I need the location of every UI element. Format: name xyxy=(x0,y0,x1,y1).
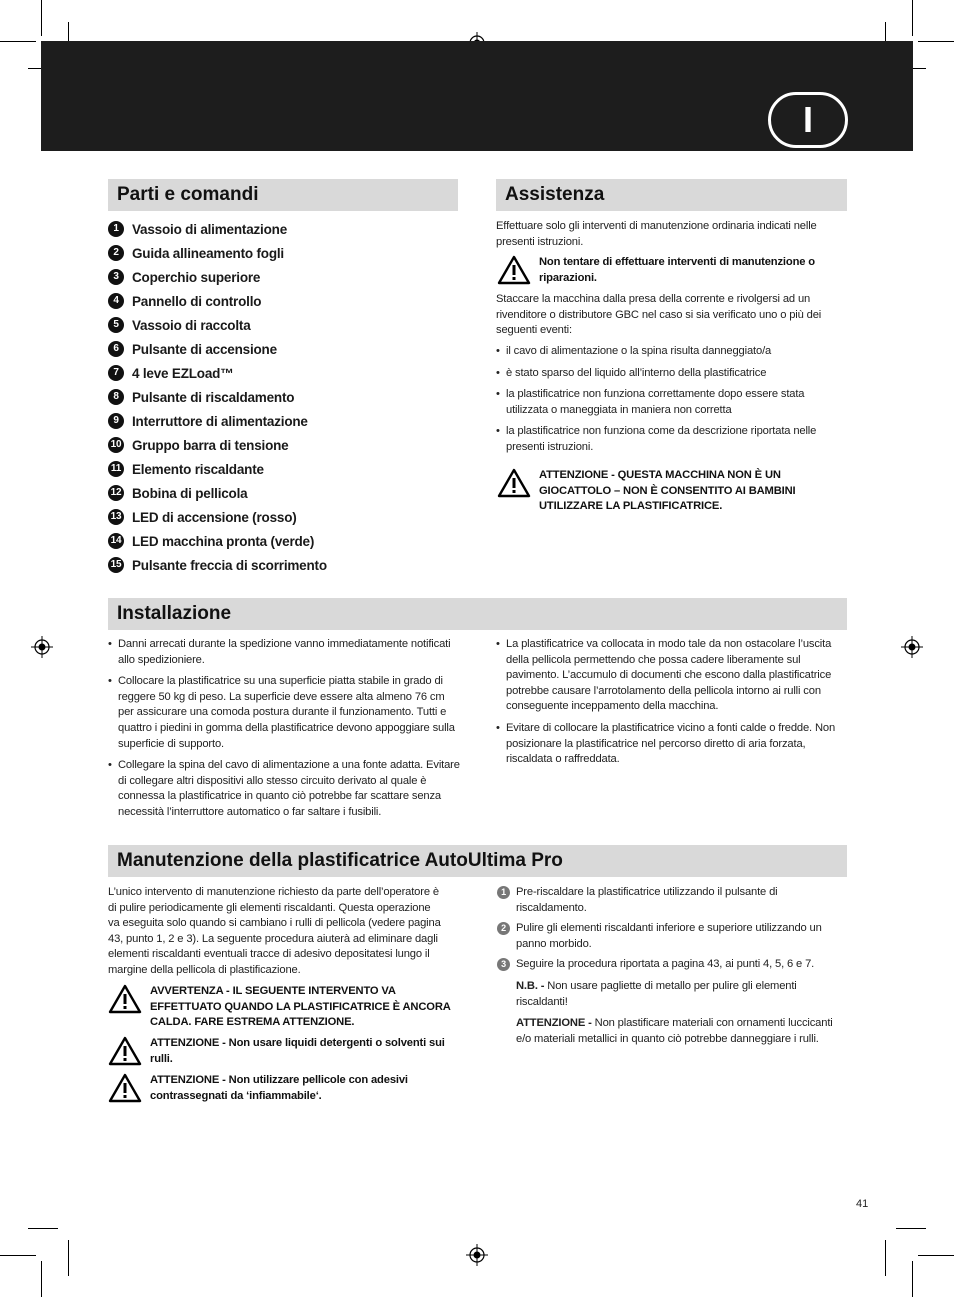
list-item xyxy=(108,529,458,553)
warning-text: ATTENZIONE - Non usare liquidi detergenti o solventi sui rulli. xyxy=(150,1037,445,1065)
step-text: Pulire gli elementi riscaldanti inferiore e superiore utilizzando un panno morbido. xyxy=(516,922,822,950)
item-number: 1 xyxy=(108,221,124,237)
assistenza-warning-1 xyxy=(497,255,842,286)
bullet-item: • Collocare la plastificatrice su una superficie piatta stabile in grado di reggere 50 kg di peso. La superficie deve essere alta almeno 76 cm per assicurare una comoda postura durante il funzionamento. Tutti e quattro i piedini in gomma della plastificatrice devono appoggiare sulla superficie di supporto. xyxy=(108,674,460,752)
item-number: 5 xyxy=(108,317,124,333)
language-badge: I xyxy=(768,92,848,148)
list-item xyxy=(108,409,458,433)
assistenza-para: Staccare la macchina dalla presa della corrente e rivolgersi ad un rivenditore o distributore GBC nel caso si sia verificato uno o più dei seguenti eventi: xyxy=(496,293,822,337)
step-number: 2 xyxy=(497,922,510,935)
bullet-item: • è stato sparso del liquido all’interno della plastificatrice xyxy=(496,366,841,382)
list-item xyxy=(108,433,458,457)
bullet-item: • la plastificatrice non funziona come da descrizione riportata nelle presenti istruzioni. xyxy=(496,424,841,455)
attenzione-label: ATTENZIONE - xyxy=(516,1017,592,1029)
item-number: 9 xyxy=(108,413,124,429)
item-number: 4 xyxy=(108,293,124,309)
section-heading-assistenza: Assistenza xyxy=(496,179,847,211)
installazione-right xyxy=(496,637,841,774)
item-number: 6 xyxy=(108,341,124,357)
item-label: LED di accensione (rosso) xyxy=(132,509,297,525)
list-item xyxy=(108,457,458,481)
item-label: Bobina di pellicola xyxy=(132,485,248,501)
item-number: 14 xyxy=(108,533,124,549)
bullet-item: • Evitare di collocare la plastificatrice vicino a fonti calde o fredde. Non posizionare la plastificatrice nel percorso diretto di aria forzata, riscaldata o raffreddata. xyxy=(496,721,841,768)
item-number: 15 xyxy=(108,557,124,573)
crop-mark xyxy=(28,1228,58,1229)
bullet-item: • la plastificatrice non funziona correttamente dopo essere stata utilizzata o maneggiata in maniera non corretta xyxy=(496,387,841,418)
item-label: Pulsante di riscaldamento xyxy=(132,389,295,405)
item-label: Guida allineamento fogli xyxy=(132,245,284,261)
manutenzione-warning-2 xyxy=(108,1036,453,1067)
item-number: 7 xyxy=(108,365,124,381)
page-number: 41 xyxy=(856,1198,869,1210)
crop-mark xyxy=(885,1240,886,1276)
crop-mark xyxy=(918,41,954,42)
attenzione-text: Non plastificare materiali con ornamenti luccicanti e/o materiali metallici in quanto ciò potrebbe danneggiare i rulli. xyxy=(516,1017,833,1045)
item-label: Vassoio di alimentazione xyxy=(132,221,287,237)
installazione-left xyxy=(108,637,460,827)
item-label: LED macchina pronta (verde) xyxy=(132,533,315,549)
item-number: 12 xyxy=(108,485,124,501)
crop-mark xyxy=(41,1261,42,1297)
manutenzione-warning-1 xyxy=(108,984,453,1031)
list-item xyxy=(108,289,458,313)
manutenzione-intro: L’unico intervento di manutenzione richiesto da parte dell’operatore è di pulire periodicamente gli elementi riscaldanti. Questa operazione va eseguita solo quando si cambiano i rulli di pellicola (vedere pagina 43, punto 1, 2 e 3). La seguente procedura aiuterà ad eliminare dagli elementi riscaldanti eventuali tracce di adesivo depositatesi lungo il margine della pellicola di plastificazione. xyxy=(108,886,441,976)
item-label: Pulsante di accensione xyxy=(132,341,277,357)
list-item xyxy=(108,481,458,505)
section-heading-manutenzione: Manutenzione della plastificatrice AutoUltima Pro xyxy=(108,845,847,877)
registration-mark-icon xyxy=(466,1244,488,1266)
item-label: Coperchio superiore xyxy=(132,269,261,285)
item-label: Elemento riscaldante xyxy=(132,461,264,477)
list-item xyxy=(108,241,458,265)
item-number: 13 xyxy=(108,509,124,525)
bullet-item: • Collegare la spina del cavo di alimentazione a una fonte adatta. Evitare di collegare altri dispositivi allo stesso circuito derivato al quale è connessa la plastificatrice in quanto ciò potrebbe far scattare senza necessità l’interruttore automatico o far saltare i fusibili. xyxy=(108,758,460,820)
manutenzione-warning-3 xyxy=(108,1073,453,1104)
crop-mark xyxy=(41,0,42,36)
list-item xyxy=(108,385,458,409)
assistenza-intro: Effettuare solo gli interventi di manutenzione ordinaria indicati nelle presenti istruzioni. xyxy=(496,220,817,248)
manutenzione-nb xyxy=(516,979,836,1010)
section-heading-parts: Parti e comandi xyxy=(108,179,458,211)
crop-mark xyxy=(68,1240,69,1276)
step-text: Seguire la procedura riportata a pagina 43, ai punti 4, 5, 6 e 7. xyxy=(516,958,815,971)
warning-triangle-icon xyxy=(108,1073,142,1103)
warning-text: ATTENZIONE - Non utilizzare pellicole con adesivi contrassegnati da ‘infiammabile‘. xyxy=(150,1074,408,1102)
crop-mark xyxy=(0,41,36,42)
section-heading-installazione: Installazione xyxy=(108,598,847,630)
item-label: Vassoio di raccolta xyxy=(132,317,251,333)
item-label: 4 leve EZLoad™ xyxy=(132,365,234,381)
parts-list xyxy=(108,217,458,577)
item-label: Pannello di controllo xyxy=(132,293,262,309)
step-text: Pre-riscaldare la plastificatrice utilizzando il pulsante di riscaldamento. xyxy=(516,886,778,914)
warning-triangle-icon xyxy=(108,984,142,1014)
manutenzione-attenzione xyxy=(516,1016,842,1047)
item-number: 2 xyxy=(108,245,124,261)
item-number: 3 xyxy=(108,269,124,285)
warning-triangle-icon xyxy=(108,1036,142,1066)
list-item xyxy=(108,217,458,241)
warning-text: ATTENZIONE - QUESTA MACCHINA NON È UN GIOCATTOLO – NON È CONSENTITO AI BAMBINI UTILIZZARE LA PLASTIFICATRICE. xyxy=(539,469,796,513)
nb-label: N.B. - xyxy=(516,980,545,992)
list-item xyxy=(108,313,458,337)
item-label: Interruttore di alimentazione xyxy=(132,413,308,429)
warning-text: AVVERTENZA - IL SEGUENTE INTERVENTO VA EFFETTUATO QUANDO LA PLASTIFICATRICE È ANCORA CALDA. FARE ESTREMA ATTENZIONE. xyxy=(150,985,451,1029)
manutenzione-steps xyxy=(497,885,842,978)
list-item xyxy=(108,553,458,577)
step-number: 3 xyxy=(497,958,510,971)
list-item xyxy=(108,337,458,361)
list-item xyxy=(108,505,458,529)
item-label: Gruppo barra di tensione xyxy=(132,437,289,453)
item-label: Pulsante freccia di scorrimento xyxy=(132,557,327,573)
list-item xyxy=(108,265,458,289)
warning-text: Non tentare di effettuare interventi di manutenzione o riparazioni. xyxy=(539,256,815,284)
item-number: 11 xyxy=(108,461,124,477)
assistenza-bullets xyxy=(496,344,841,462)
registration-mark-icon xyxy=(901,636,923,658)
nb-text: Non usare pagliette di metallo per pulire gli elementi riscaldanti! xyxy=(516,980,797,1008)
crop-mark xyxy=(0,1255,36,1256)
bullet-item: • Danni arrecati durante la spedizione vanno immediatamente notificati allo spedizioniere. xyxy=(108,637,460,668)
bullet-item: • il cavo di alimentazione o la spina risulta danneggiato/a xyxy=(496,344,841,360)
crop-mark xyxy=(912,1261,913,1297)
crop-mark xyxy=(912,0,913,36)
warning-triangle-icon xyxy=(497,468,531,498)
assistenza-warning-2 xyxy=(497,468,842,515)
crop-mark xyxy=(896,1228,926,1229)
warning-triangle-icon xyxy=(497,255,531,285)
bullet-item: • La plastificatrice va collocata in modo tale da non ostacolare l’uscita della pellicola permettendo che possa cadere liberamente sul pavimento. L’accumulo di documenti che escono dalla plastificatrice potrebbe causare l’arrotolamento della pellicola intorno ai rulli con conseguente inceppamento della macchina. xyxy=(496,637,841,715)
registration-mark-icon xyxy=(31,636,53,658)
step-item xyxy=(497,885,842,916)
step-number: 1 xyxy=(497,886,510,899)
list-item xyxy=(108,361,458,385)
step-item xyxy=(497,957,842,973)
item-number: 8 xyxy=(108,389,124,405)
step-item xyxy=(497,921,842,952)
crop-mark xyxy=(918,1255,954,1256)
item-number: 10 xyxy=(108,437,124,453)
